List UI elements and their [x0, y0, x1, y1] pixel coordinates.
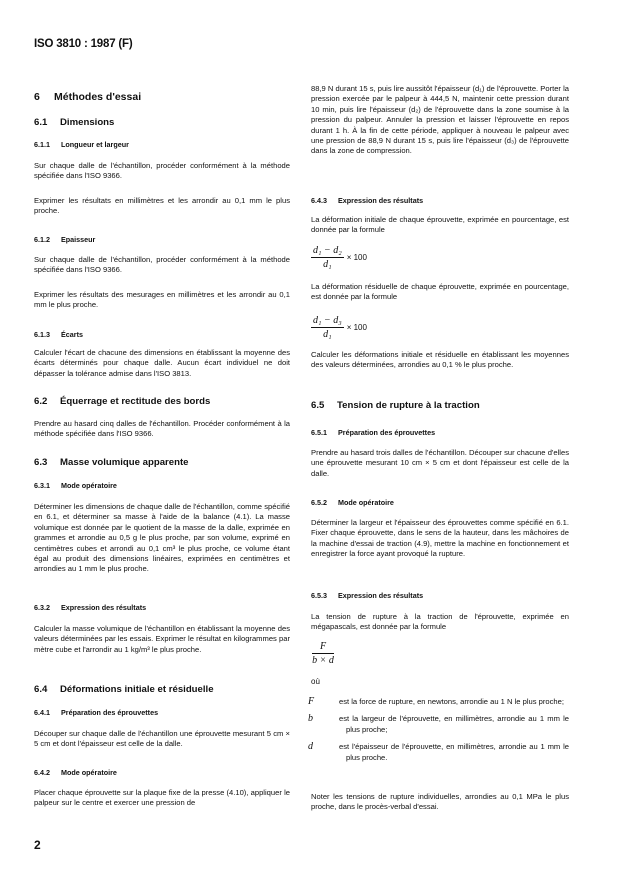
variable-symbol: b	[308, 713, 313, 725]
section-title: Epaisseur	[61, 235, 96, 244]
section-6-3-1-heading	[34, 481, 117, 490]
paragraph-continued: 88,9 N durant 15 s, puis lire aussitôt l'épaisseur (d₁) de l'éprouvette. Porter la pression exercée par le palpeur à 444,5 N, maintenir cette pression durant 10 min, puis lire l'épaisseur (d₂) de l'éprouvette dans la zone soumise à la pression du palpeur. Annuler la pression et laisser l'éprouvette en repos durant 1 h. À la fin de cette période, appliquer à nouveau le palpeur avec une pression de 88,9 N durant 15 s, puis lire l'épaisseur (d₃) de l'éprouvette dans la zone de compression.	[311, 84, 569, 156]
definition-text: est l'épaisseur de l'éprouvette, en millimètres, arrondie au 1 mm le plus proche.	[339, 742, 569, 762]
section-6-5-1-heading	[311, 428, 435, 437]
definition-item	[308, 713, 569, 735]
section-title: Masse volumique apparente	[60, 457, 189, 468]
fraction	[311, 315, 344, 340]
definition-text: est la force de rupture, en newtons, arrondie au 1 N le plus proche;	[339, 697, 564, 706]
section-6-heading	[34, 91, 141, 103]
section-title: Mode opératoire	[61, 481, 117, 490]
section-number: 6.4.2	[34, 768, 50, 777]
section-title: Mode opératoire	[338, 498, 394, 507]
paragraph: La déformation résiduelle de chaque éprouvette, exprimée en pourcentage, est donnée par la formule	[311, 282, 569, 302]
section-title: Tension de rupture à la traction	[337, 400, 480, 411]
fraction	[311, 245, 344, 270]
numerator: d₁ − d₂	[313, 245, 342, 256]
section-6-1-3-heading	[34, 330, 83, 339]
numerator: F	[312, 641, 334, 654]
section-6-1-heading	[34, 117, 114, 128]
section-6-1-1-heading	[34, 140, 129, 149]
section-6-1-2-heading	[34, 235, 95, 244]
paragraph: Prendre au hasard trois dalles de l'échantillon. Découper sur chacune d'elles une éprouvette mesurant 10 cm × 5 cm et dont l'épaisseur est celle de la dalle.	[311, 448, 569, 478]
section-title: Préparation des éprouvettes	[338, 428, 436, 437]
section-6-3-heading	[34, 457, 189, 468]
definition-item	[308, 696, 569, 707]
formula-residual-deformation	[311, 315, 367, 340]
where-label: où	[311, 677, 320, 686]
section-6-4-3-heading	[311, 196, 423, 205]
section-title: Mode opératoire	[61, 768, 117, 777]
section-number: 6.4	[34, 684, 48, 695]
section-number: 6.4.1	[34, 708, 50, 717]
section-number: 6.1.2	[34, 235, 50, 244]
section-number: 6.5.2	[311, 498, 327, 507]
section-number: 6.3.2	[34, 603, 50, 612]
variable-symbol: d	[308, 741, 313, 753]
denominator: d₁	[323, 329, 332, 340]
paragraph: Calculer les déformations initiale et résiduelle en établissant les moyennes des valeurs déterminées, arrondies au 0,1 % le plus proche.	[311, 350, 569, 370]
section-title: Longueur et largeur	[61, 140, 129, 149]
multiplier: × 100	[346, 323, 367, 332]
section-number: 6.1	[34, 117, 48, 128]
section-title: Déformations initiale et résiduelle	[60, 684, 214, 695]
paragraph: Exprimer les résultats en millimètres et les arrondir au 0,1 mm le plus proche.	[34, 196, 290, 216]
variable-definitions	[308, 696, 569, 763]
definition-text: est la largeur de l'éprouvette, en millimètres, arrondie au 1 mm le plus proche;	[339, 714, 569, 734]
paragraph: Déterminer les dimensions de chaque dalle de l'échantillon, comme spécifié en 6.1, et déterminer sa masse à l'aide de la balance (4.1). La masse volumique est donnée par le quotient de la masse de la dalle, exprimée en grammes et arrondie au 0,5 g le plus proche, par son volume, exprimé en centimètres cubes et arrondi au 0,1 cm³ le plus proche, ce volume étant égal au produit des dimensions linéaires, exprimées en centimètres et arrondies au 1 mm le plus proche.	[34, 502, 290, 574]
variable-symbol: F	[308, 696, 315, 707]
numerator: d₁ − d₃	[313, 315, 342, 326]
section-title: Expression des résultats	[61, 603, 147, 612]
section-number: 6.1.3	[34, 330, 50, 339]
definition-item	[308, 741, 569, 763]
section-number: 6.5.1	[311, 428, 327, 437]
paragraph: La déformation initiale de chaque éprouvette, exprimée en pourcentage, est donnée par la formule	[311, 215, 569, 235]
paragraph: Calculer la masse volumique de l'échantillon en établissant la moyenne des valeurs déterminées par les essais. Exprimer le résultat en kilogrammes par mètre cube et l'arrondir au 1 kg/m³ le plus proche.	[34, 624, 290, 654]
fraction	[312, 641, 334, 666]
section-title: Préparation des éprouvettes	[61, 708, 159, 717]
section-6-5-2-heading	[311, 498, 394, 507]
section-number: 6.5.3	[311, 591, 327, 600]
section-number: 6.2	[34, 396, 48, 407]
denominator: b × d	[312, 655, 334, 666]
denominator: d₁	[323, 259, 332, 270]
paragraph: Placer chaque éprouvette sur la plaque fixe de la presse (4.10), appliquer le palpeur sur le centre et exercer une pression de	[34, 788, 290, 808]
formula-tensile-strength	[312, 641, 334, 666]
section-number: 6	[34, 91, 40, 103]
section-6-5-heading	[311, 400, 480, 411]
paragraph: Exprimer les résultats des mesurages en millimètres et les arrondir au 0,1 mm le plus proche.	[34, 290, 290, 310]
document-header: ISO 3810 : 1987 (F)	[34, 38, 133, 50]
section-title: Dimensions	[60, 117, 115, 128]
section-number: 6.4.3	[311, 196, 327, 205]
paragraph: Sur chaque dalle de l'échantillon, procéder conformément à la méthode spécifiée dans l'ISO 9366.	[34, 255, 290, 275]
paragraph: Découper sur chaque dalle de l'échantillon une éprouvette mesurant 5 cm × 5 cm et dont l'épaisseur est celle de la dalle.	[34, 729, 290, 749]
section-number: 6.3.1	[34, 481, 50, 490]
paragraph: La tension de rupture à la traction de l'éprouvette, exprimée en mégapascals, est donnée par la formule	[311, 612, 569, 632]
section-6-4-2-heading	[34, 768, 117, 777]
section-6-2-heading	[34, 396, 210, 407]
page-number: 2	[34, 838, 41, 852]
note-paragraph: Noter les tensions de rupture individuelles, arrondies au 0,1 MPa le plus proche, dans le procès-verbal d'essai.	[311, 792, 569, 812]
section-number: 6.5	[311, 400, 325, 411]
paragraph: Déterminer la largeur et l'épaisseur des éprouvettes comme spécifié en 6.1. Fixer chaque éprouvette, dans le sens de la hauteur, dans les mâchoires de la machine d'essai de traction (4.9), mettre la machine en fonctionnement et enregistrer la force ayant provoqué la rupture.	[311, 518, 569, 559]
section-6-3-2-heading	[34, 603, 146, 612]
formula-initial-deformation	[311, 245, 367, 270]
section-number: 6.1.1	[34, 140, 50, 149]
multiplier: × 100	[346, 253, 367, 262]
section-6-4-1-heading	[34, 708, 158, 717]
section-title: Expression des résultats	[338, 591, 424, 600]
section-title: Méthodes d'essai	[54, 91, 142, 103]
section-title: Expression des résultats	[338, 196, 424, 205]
paragraph: Calculer l'écart de chacune des dimensions en établissant la moyenne des écarts déterminés pour chaque dalle. Aucun écart individuel ne doit dépasser la tolérance admise dans l'ISO 3813.	[34, 348, 290, 378]
paragraph: Prendre au hasard cinq dalles de l'échantillon. Procéder conformément à la méthode spécifiée dans l'ISO 9366.	[34, 419, 290, 439]
section-title: Équerrage et rectitude des bords	[60, 396, 211, 407]
paragraph: Sur chaque dalle de l'échantillon, procéder conformément à la méthode spécifiée dans l'ISO 9366.	[34, 161, 290, 181]
section-6-5-3-heading	[311, 591, 423, 600]
section-title: Écarts	[61, 330, 83, 339]
section-6-4-heading	[34, 684, 214, 695]
section-number: 6.3	[34, 457, 48, 468]
